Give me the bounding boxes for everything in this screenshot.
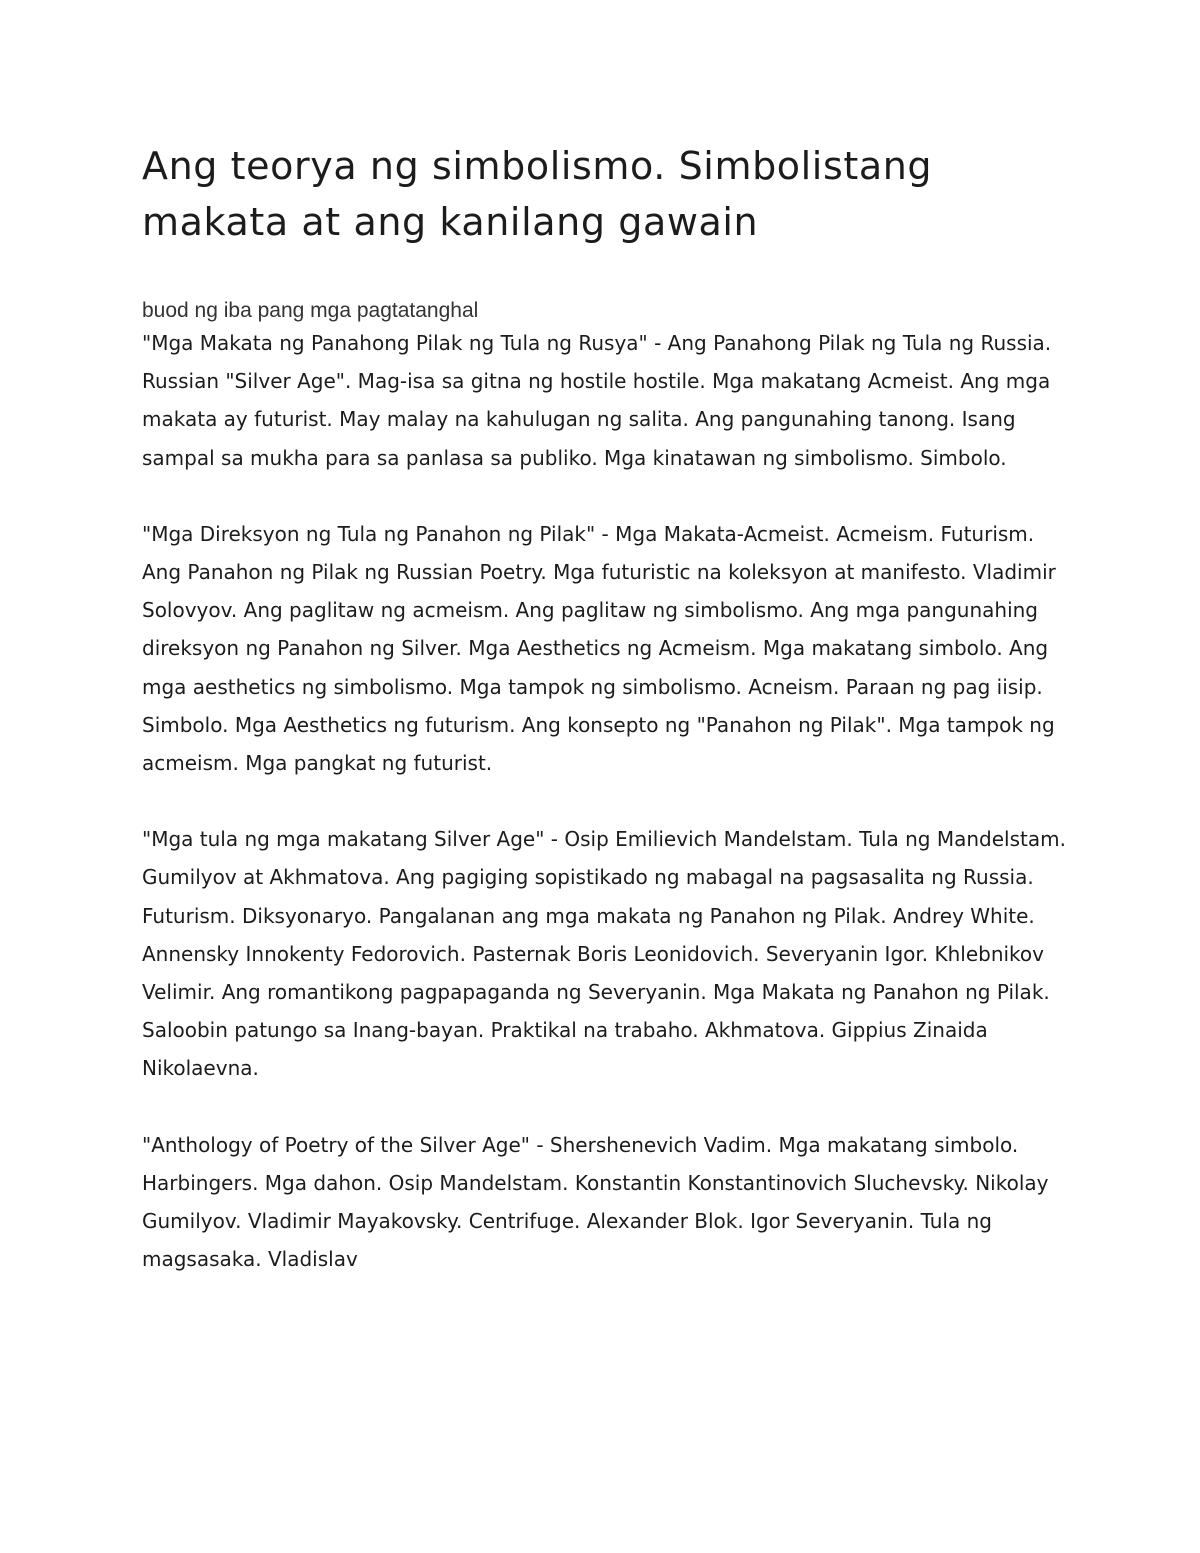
paragraph-silver-age-poems: "Mga tula ng mga makatang Silver Age" - Osip Emilievich Mandelstam. Tula ng Mandelstam. Gumilyov at Akhmatova. Ang pagiging sopistikado ng mabagal na pagsasalita ng Russia. Futurism. Diksyonaryo. Pangalanan ang mga makata ng Panahon ng Pilak. Andrey White. Annensky Innokenty Fedorovich. Pasternak Boris Leonidovich. Severyanin Igor. Khlebnikov Velimir. Ang romantikong pagpapaganda ng Severyanin. Mga Makata ng Panahon ng Pilak. Saloobin patungo sa Inang-bayan. Praktikal na trabaho. Akhmatova. Gippius Zinaida Nikolaevna.	[142, 827, 1066, 1081]
document-page	[142, 138, 1067, 1278]
document-subtitle: buod ng iba pang mga pagtatanghal	[142, 299, 479, 322]
paragraph-poetry-directions: "Mga Direksyon ng Tula ng Panahon ng Pilak" - Mga Makata-Acmeist. Acmeism. Futurism. Ang Panahon ng Pilak ng Russian Poetry. Mga futuristic na koleksyon at manifesto. Vladimir Solovyov. Ang paglitaw ng acmeism. Ang paglitaw ng simbolismo. Ang mga pangunahing direksyon ng Panahon ng Silver. Mga Aesthetics ng Acmeism. Mga makatang simbolo. Ang mga aesthetics ng simbolismo. Mga tampok ng simbolismo. Acneism. Paraan ng pag iisip. Simbolo. Mga Aesthetics ng futurism. Ang konsepto ng "Panahon ng Pilak". Mga tampok ng acmeism. Mga pangkat ng futurist.	[142, 521, 1056, 776]
paragraph-anthology: "Anthology of Poetry of the Silver Age" - Shershenevich Vadim. Mga makatang simbolo. Harbingers. Mga dahon. Osip Mandelstam. Konstantin Konstantinovich Sluchevsky. Nikolay Gumilyov. Vladimir Mayakovsky. Centrifuge. Alexander Blok. Igor Severyanin. Tula ng magsasaka. Vladislav	[142, 1132, 1049, 1272]
document-title: Ang teorya ng simbolismo. Simbolistang makata at ang kanilang gawain	[142, 144, 933, 244]
paragraph-silver-age-poets: "Mga Makata ng Panahong Pilak ng Tula ng Rusya" - Ang Panahong Pilak ng Tula ng Russia. Russian "Silver Age". Mag-isa sa gitna ng hostile hostile. Mga makatang Acmeist. Ang mga makata ay futurist. May malay na kahulugan ng salita. Ang pangunahing tanong. Isang sampal sa mukha para sa panlasa sa publiko. Mga kinatawan ng simbolismo. Simbolo.	[142, 331, 1052, 470]
